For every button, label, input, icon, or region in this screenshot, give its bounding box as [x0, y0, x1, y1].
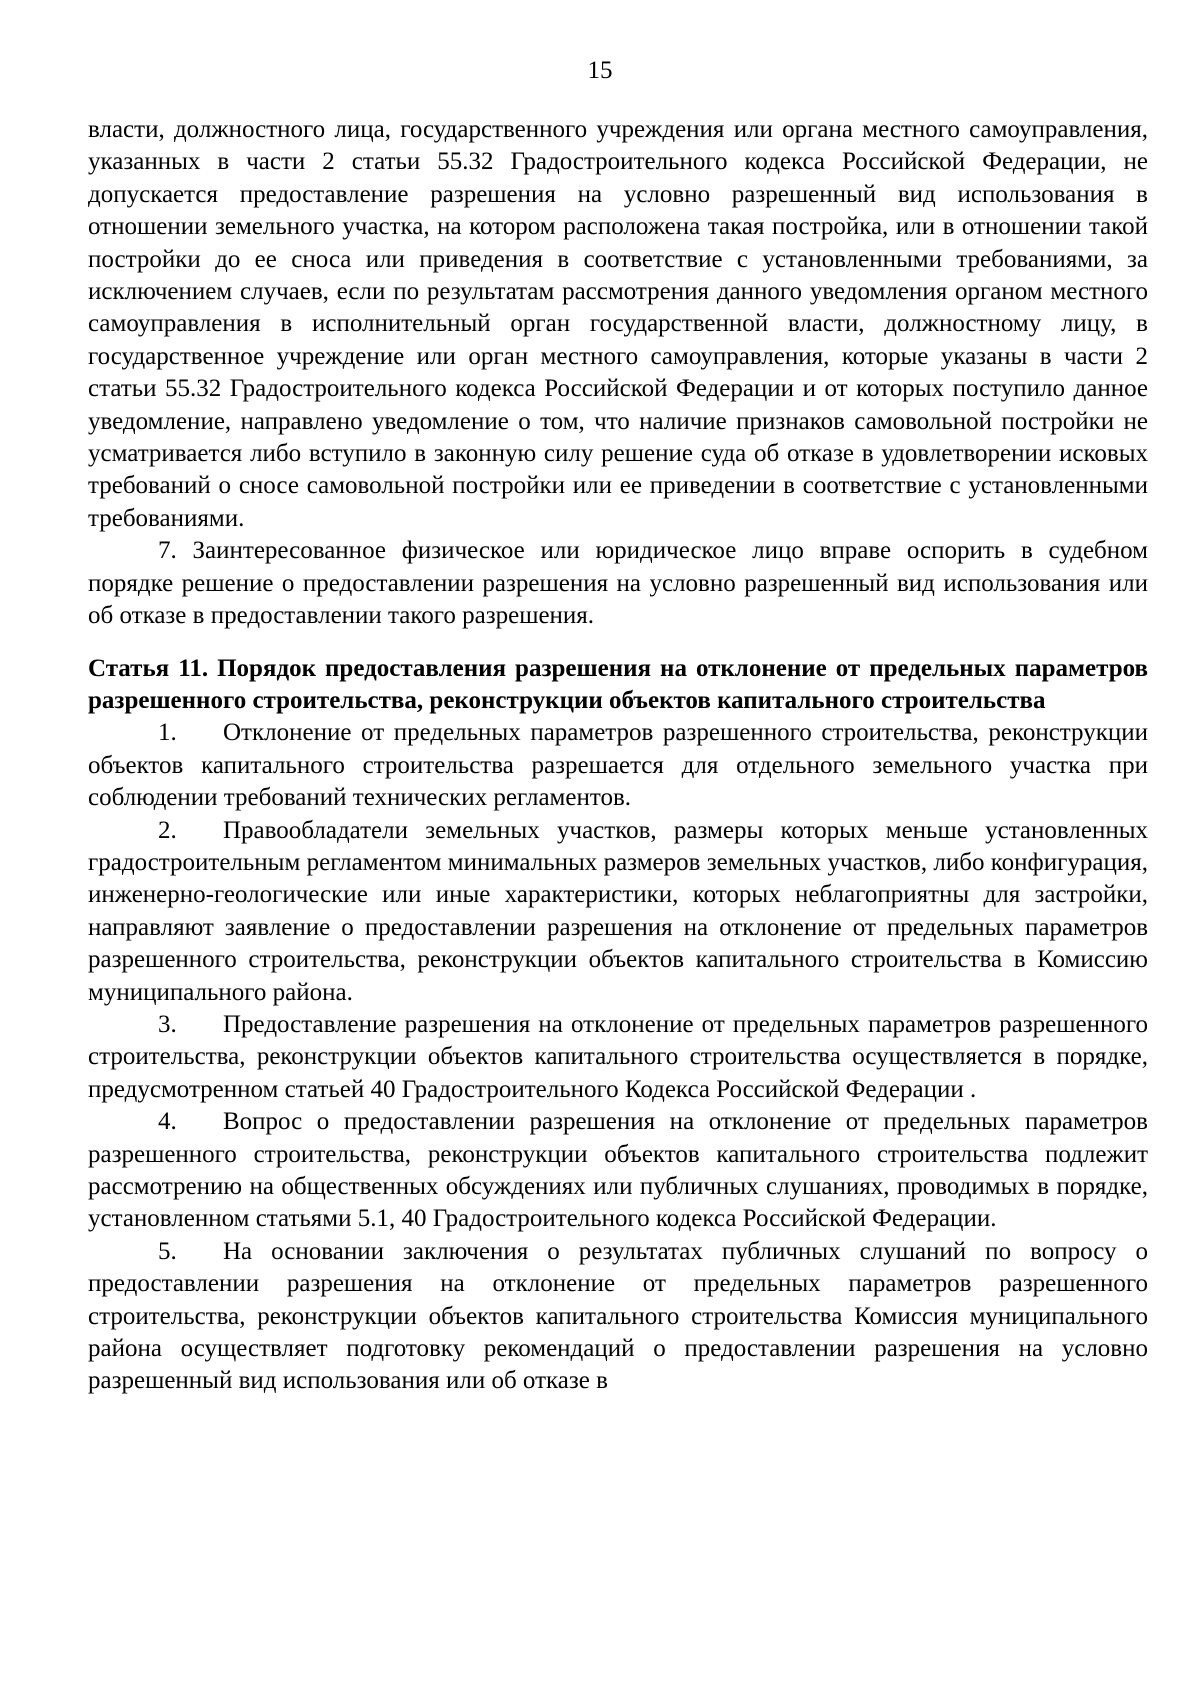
- item-number: 1.: [158, 719, 177, 747]
- item-number: 2.: [158, 816, 177, 844]
- item-number: 5.: [158, 1237, 177, 1265]
- item-text: Предоставление разрешения на отклонение от предельных параметров разрешенного строительства, реконструкции объектов капитального строительства осуществляется в порядке, предусмотренном статьей 40 Градостроительного Кодекса Российской Федерации .: [88, 1010, 1148, 1103]
- item-number: 3.: [158, 1010, 177, 1038]
- article-item-3: [88, 1009, 1148, 1106]
- item-text: Отклонение от предельных параметров разрешенного строительства, реконструкции объектов капитального строительства разрешается для отдельного земельного участка при соблюдении требований технических регламентов.: [88, 719, 1148, 812]
- article-item-4: [88, 1106, 1148, 1236]
- item-text: Вопрос о предоставлении разрешения на отклонение от предельных параметров разрешенного строительства, реконструкции объектов капитального строительства подлежит рассмотрению на общественных обсуждениях или публичных слушаниях, проводимых в порядке, установленном статьями 5.1, 40 Градостроительного кодекса Российской Федерации.: [88, 1108, 1148, 1233]
- item-number: 4.: [158, 1108, 177, 1136]
- item-text: Правообладатели земельных участков, размеры которых меньше установленных градостроительным регламентом минимальных размеров земельных участков, либо конфигурация, инженерно-геологические или иные характеристики, которых неблагоприятны для застройки, направляют заявление о предоставлении разрешения на отклонение от предельных параметров разрешенного строительства, реконструкции объектов капитального строительства в Комиссию муниципального района.: [88, 816, 1148, 1006]
- article-title: Статья 11. Порядок предоставления разрешения на отклонение от предельных параметров разрешенного строительства, реконструкции объектов капитального строительства: [88, 654, 1148, 714]
- article-item-5: [88, 1236, 1148, 1398]
- article-item-2: [88, 815, 1148, 1009]
- page-number: 15: [587, 57, 613, 84]
- continued-paragraph: власти, должностного лица, государственного учреждения или органа местного самоуправления, указанных в части 2 статьи 55.32 Градостроительного кодекса Российской Федерации, не допускается предоставление разрешения на условно разрешенный вид использования в отношении земельного участка, на котором расположена такая постройка, или в отношении такой постройки до ее сноса или приведения в соответствие с установленными требованиями, за исключением случаев, если по результатам рассмотрения данного уведомления органом местного самоуправления в исполнительный орган государственной власти, должностному лицу, в государственное учреждение или орган местного самоуправления, которые указаны в части 2 статьи 55.32 Градостроительного кодекса Российской Федерации и от которых поступило данное уведомление, направлено уведомление о том, что наличие признаков самовольной постройки не усматривается либо вступило в законную силу решение суда об отказе в удовлетворении исковых требований о сносе самовольной постройки или ее приведении в соответствие с установленными требованиями.: [88, 116, 1148, 532]
- item-text: На основании заключения о результатах публичных слушаний по вопросу о предоставлении разрешения на отклонение от предельных параметров разрешенного строительства, реконструкции объектов капитального строительства Комиссия муниципального района осуществляет подготовку рекомендаций о предоставлении разрешения на условно разрешенный вид использования или об отказе в: [88, 1237, 1148, 1395]
- article-item-1: [88, 717, 1148, 814]
- document-body: [88, 114, 1148, 1398]
- paragraph-item-7: 7. Заинтересованное физическое или юридическое лицо вправе оспорить в судебном порядке решение о предоставлении разрешения на условно разрешенный вид использования или об отказе в предоставлении такого разрешения.: [88, 537, 1148, 630]
